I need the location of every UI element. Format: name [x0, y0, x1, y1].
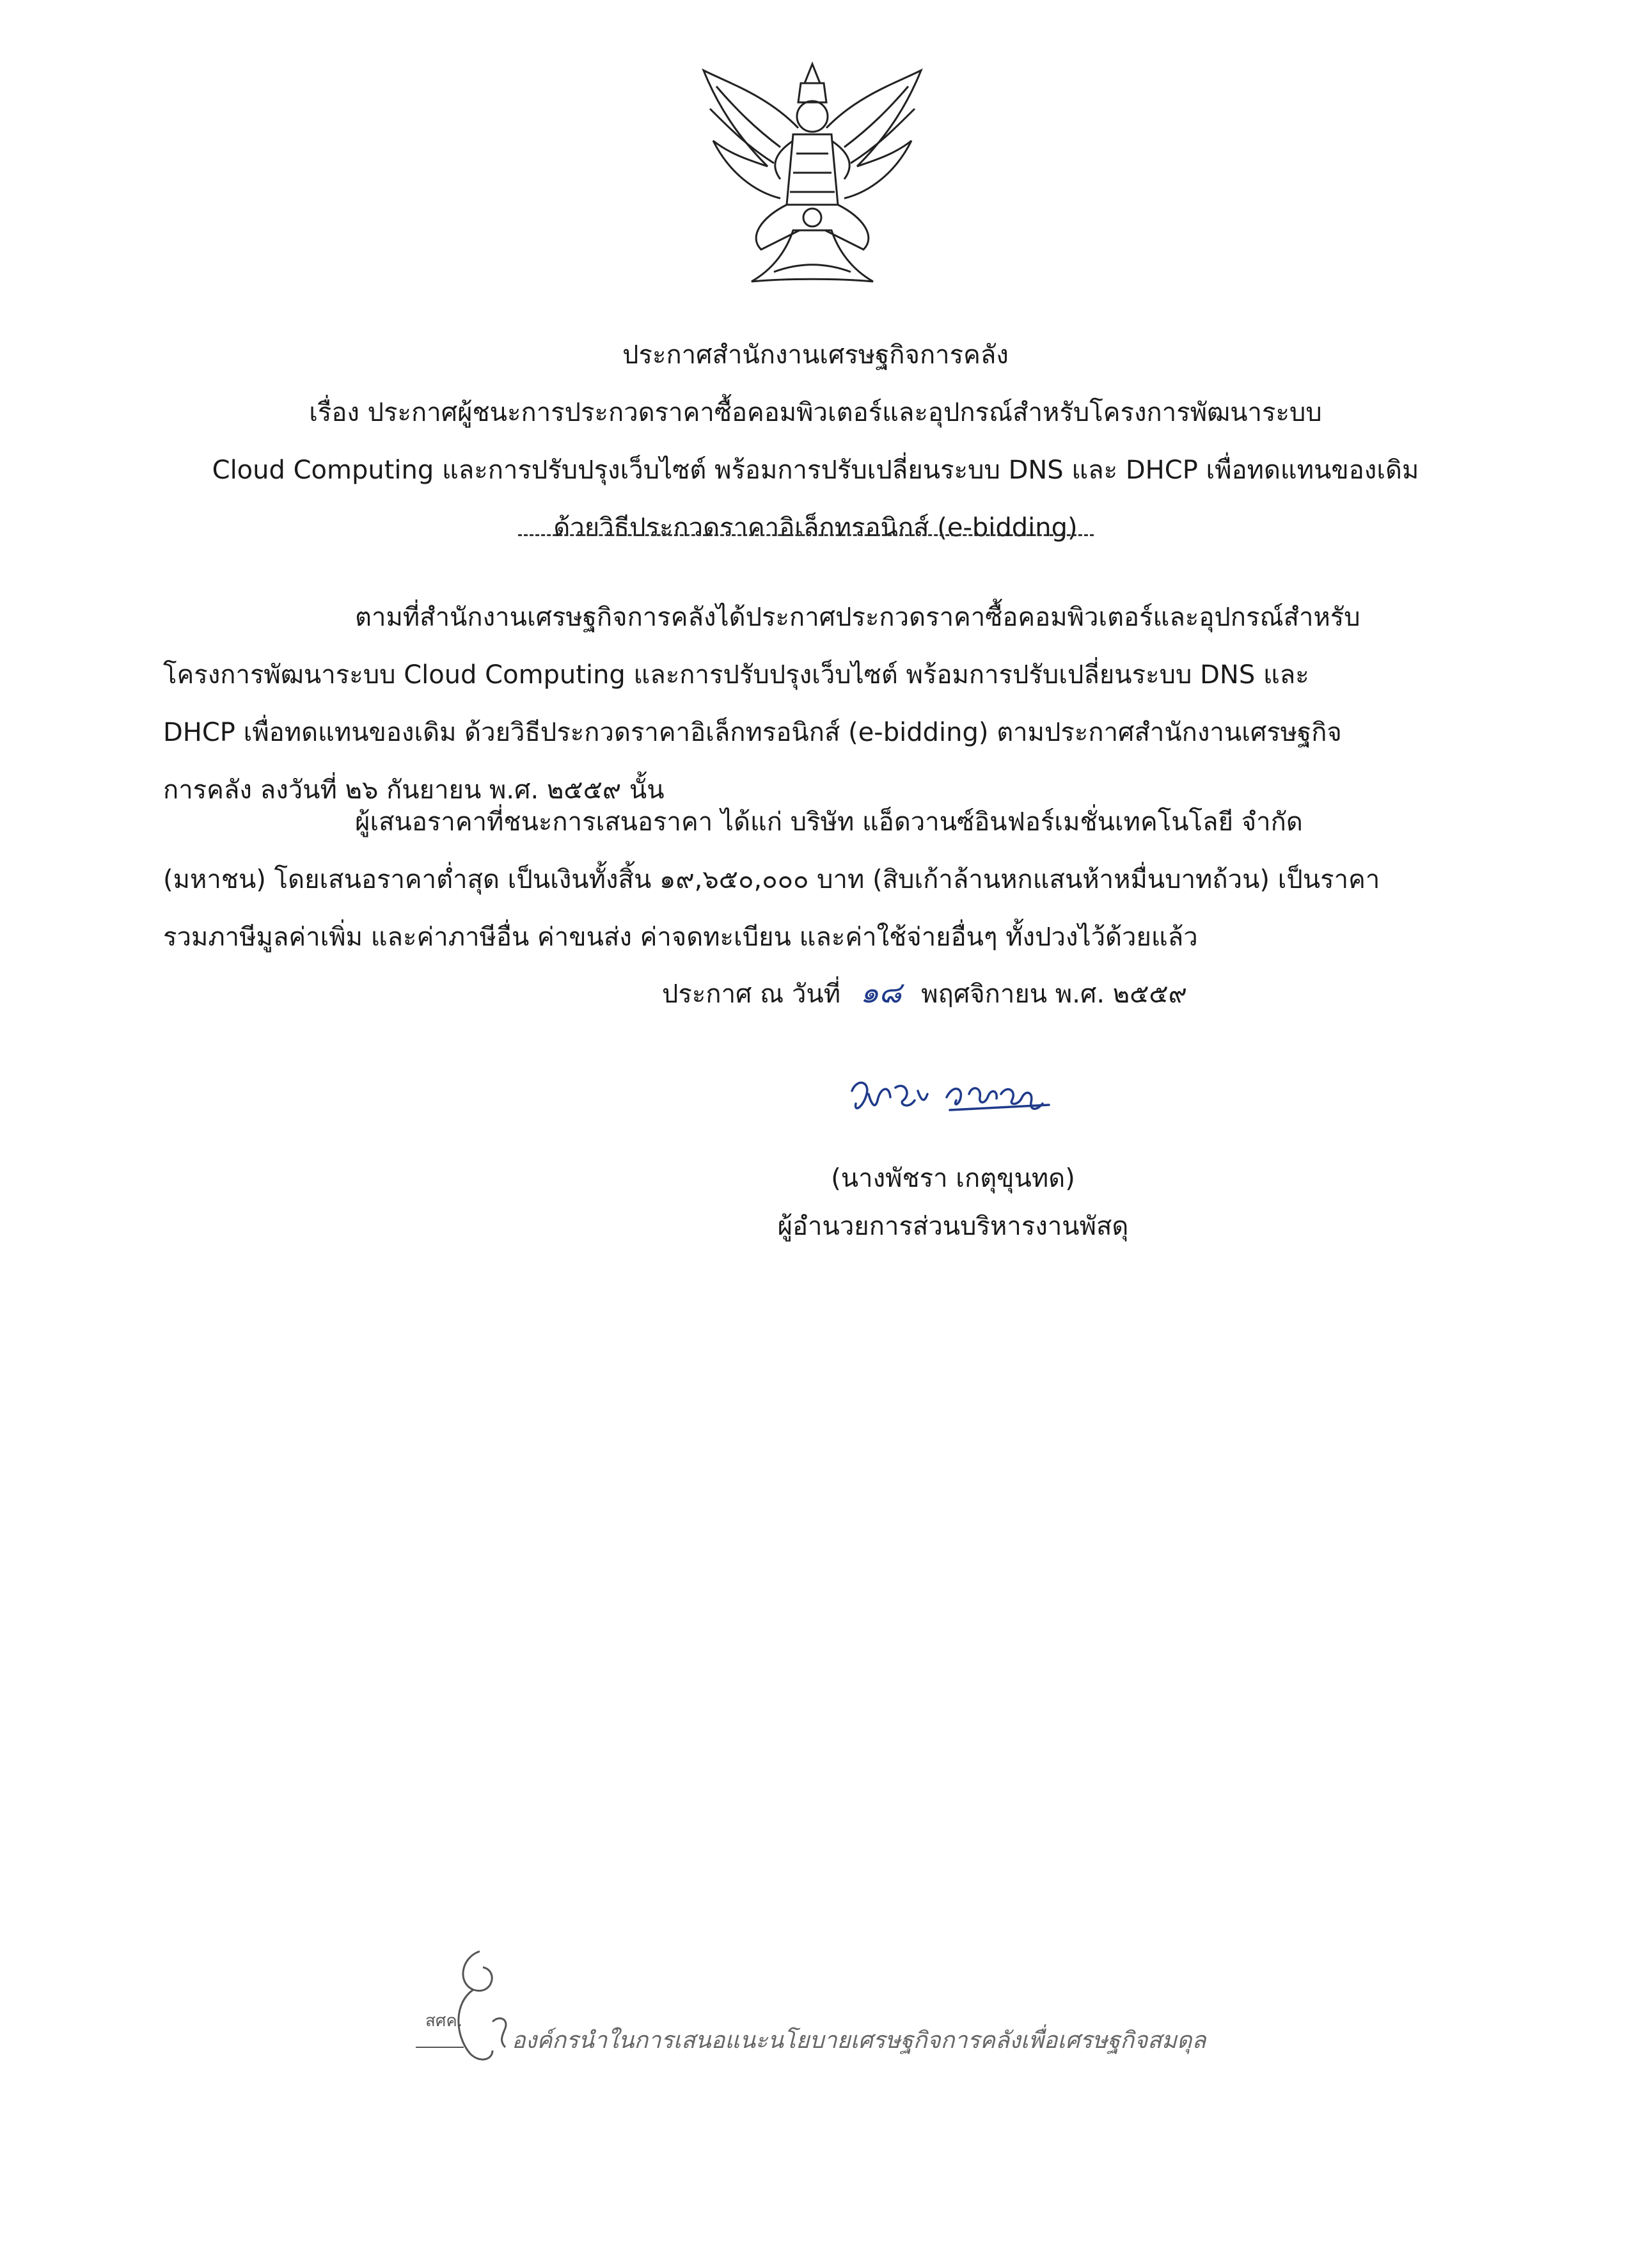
paragraph-line: รวมภาษีมูลค่าเพิ่ม และค่าภาษีอื่น ค่าขนส่ง ค่าจดทะเบียน และค่าใช้จ่ายอื่นๆ ทั้งปวงไว้ด้วยแล้ว — [163, 923, 1198, 952]
footer-abbreviation: สศค. — [425, 2011, 463, 2031]
paragraph-line: ตามที่สำนักงานเศรษฐกิจการคลังได้ประกาศประกวดราคาซื้อคอมพิวเตอร์และอุปกรณ์สำหรับ — [355, 603, 1360, 632]
date-month-year: พฤศจิกายน พ.ศ. ๒๕๕๙ — [921, 979, 1187, 1009]
footer-slogan: องค์กรนำในการเสนอแนะนโยบายเศรษฐกิจการคลังเพื่อเศรษฐกิจสมดุล — [512, 2027, 1206, 2054]
signer-block — [768, 1155, 1139, 1251]
title-divider — [518, 534, 1094, 536]
subject-line: ด้วยวิธีประกวดราคาอิเล็กทรอนิกส์ (e-bidding) — [553, 513, 1078, 543]
subject-line: เรื่อง ประกาศผู้ชนะการประกวดราคาซื้อคอมพิวเตอร์และอุปกรณ์สำหรับโครงการพัฒนาระบบ — [309, 398, 1322, 427]
subject-line: Cloud Computing และการปรับปรุงเว็บไซต์ พร้อมการปรับเปลี่ยนระบบ DNS และ DHCP เพื่อทดแทนของเดิม — [212, 456, 1419, 485]
paragraph-line: ผู้เสนอราคาที่ชนะการเสนอราคา ได้แก่ บริษัท แอ็ดวานซ์อินฟอร์เมชั่นเทคโนโลยี จำกัด — [355, 807, 1303, 837]
announcement-date — [662, 969, 1187, 1016]
paragraph-line: โครงการพัฒนาระบบ Cloud Computing และการปรับปรุงเว็บไซต์ พร้อมการปรับเปลี่ยนระบบ DNS และ — [163, 660, 1309, 690]
announcement-title-block — [115, 326, 1516, 557]
paragraph-line: DHCP เพื่อทดแทนของเดิม ด้วยวิธีประกวดราคาอิเล็กทรอนิกส์ (e-bidding) ตามประกาศสำนักงานเศรษฐกิจ — [163, 718, 1342, 747]
signer-name: (นางพัชรา เกตุขุนทด) — [831, 1164, 1075, 1193]
body-paragraph-2 — [163, 793, 1442, 966]
body-paragraph-1 — [163, 589, 1442, 819]
date-prefix: ประกาศ ณ วันที่ — [662, 979, 841, 1009]
date-day-handwritten: ๑๘ — [860, 975, 902, 1010]
garuda-emblem-icon — [691, 58, 934, 294]
handwritten-signature — [844, 1065, 1062, 1136]
announcement-header: ประกาศสำนักงานเศรษฐกิจการคลัง — [622, 340, 1009, 370]
paragraph-line: (มหาชน) โดยเสนอราคาต่ำสุด เป็นเงินทั้งสิ้น ๑๙,๖๕๐,๐๐๐ บาท (สิบเก้าล้านหกแสนห้าหมื่นบาทถ้วน) เป็นราคา — [163, 865, 1380, 894]
paragraph-line: การคลัง ลงวันที่ ๒๖ กันยายน พ.ศ. ๒๕๕๙ นั้น — [163, 775, 665, 805]
signer-position: ผู้อำนวยการส่วนบริหารงานพัสดุ — [777, 1212, 1129, 1241]
